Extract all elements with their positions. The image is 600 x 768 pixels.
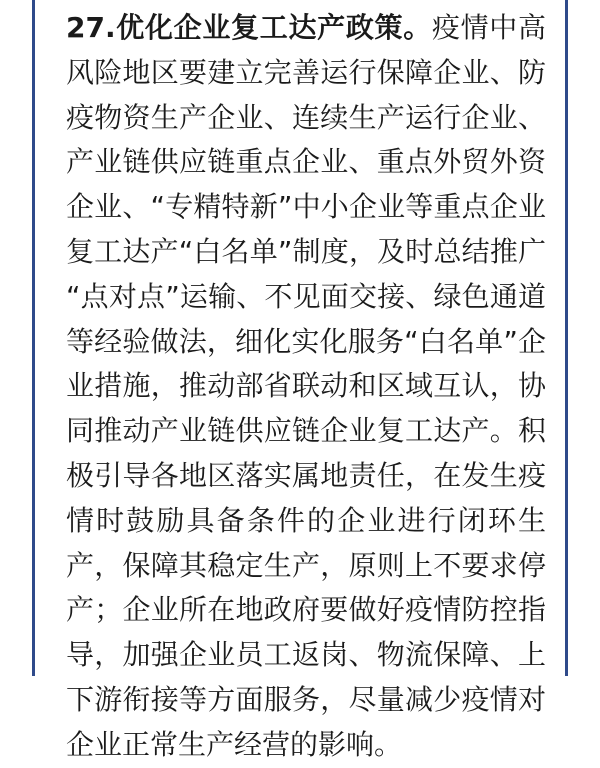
paragraph-line-17: 企业正常生产经营的影响。 <box>66 727 403 761</box>
line-text: 疫情中高 <box>431 11 546 44</box>
paragraph-line-6: 复工达产“白名单”制度，及时总结推广 <box>66 234 546 268</box>
paragraph-line-13: 产，保障其稳定生产，原则上不要求停 <box>66 548 546 582</box>
paragraph-line-11: 极引导各地区落实属地责任，在发生疫 <box>66 458 546 492</box>
paragraph-line-15: 导，加强企业员工返岗、物流保障、上 <box>66 638 546 672</box>
paragraph-line-7: “点对点”运输、不见面交接、绿色通道 <box>66 279 546 313</box>
paragraph-line-12: 情时鼓励具备条件的企业进行闭环生 <box>66 503 546 537</box>
paragraph-line-1 <box>66 6 546 51</box>
paragraph-line-5: 企业、“专精特新”中小企业等重点企业 <box>66 190 546 224</box>
paragraph-line-16: 下游衔接等方面服务，尽量减少疫情对 <box>66 682 546 716</box>
paragraph-line-4: 产业链供应链重点企业、重点外贸外资 <box>66 145 546 179</box>
article-paragraph <box>66 6 546 768</box>
paragraph-line-3: 疫物资生产企业、连续生产运行企业、 <box>66 100 546 134</box>
paragraph-line-8: 等经验做法，细化实化服务“白名单”企 <box>66 324 546 358</box>
policy-heading: 27.优化企业复工达产政策。 <box>66 11 432 44</box>
paragraph-line-2: 风险地区要建立完善运行保障企业、防 <box>66 55 546 89</box>
paragraph-line-14: 产；企业所在地政府要做好疫情防控指 <box>66 593 546 627</box>
paragraph-line-10: 同推动产业链供应链企业复工达产。积 <box>66 414 546 448</box>
paragraph-line-9: 业措施，推动部省联动和区域互认，协 <box>66 369 546 403</box>
